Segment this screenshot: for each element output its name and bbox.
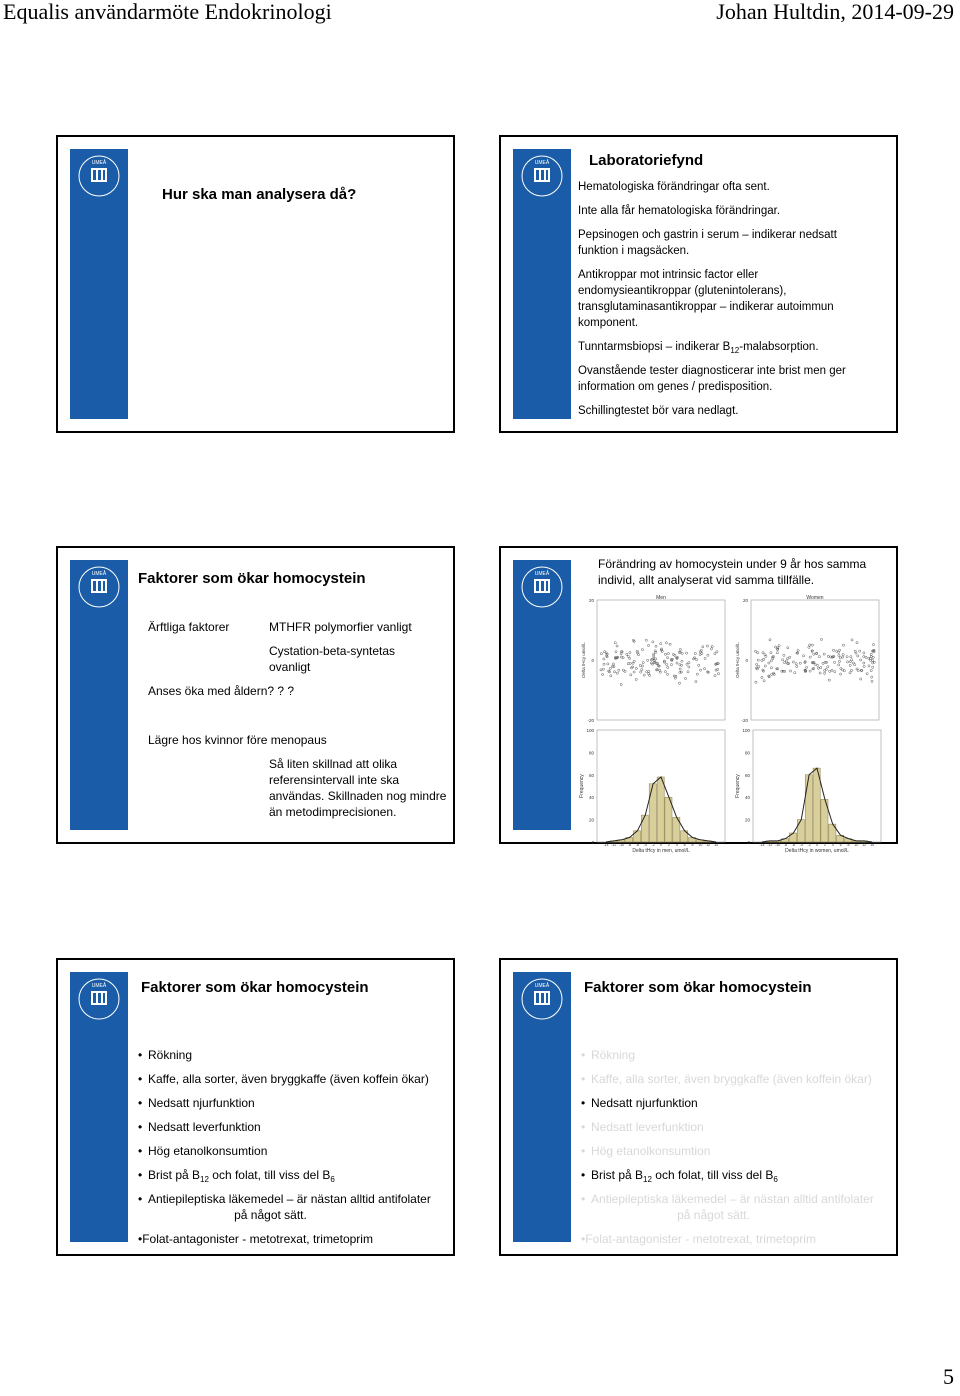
tick-label: 20 [742, 598, 748, 603]
factor-list [138, 1047, 433, 1255]
tick-label: 4 [831, 843, 834, 847]
list-item: •Folat-antagonister - metotrexat, trimetoprim [581, 1232, 816, 1246]
tick-label: 0 [747, 840, 750, 845]
slide-body [578, 179, 868, 419]
histogram-bar [805, 775, 812, 842]
note-text: Så liten skillnad att olika referensintervall inte ska användas. Skillnaden nog mindre än metodimprecisionen. [269, 757, 447, 819]
tick-label: -10 [619, 843, 625, 847]
university-band [513, 972, 571, 1242]
tick-label: 20 [744, 817, 750, 823]
tick-label: 0 [660, 843, 662, 847]
tick-label: 60 [744, 772, 750, 778]
histogram-ylabel: Frequency [579, 774, 585, 798]
tick-label: 0 [591, 658, 594, 663]
age-text: Anses öka med åldern? ? ? [148, 684, 295, 698]
tick-label: 2 [667, 843, 670, 847]
tick-label: 2 [823, 843, 826, 847]
svg-text:UMEÅ: UMEÅ [91, 160, 107, 166]
list-item: •Folat-antagonister - metotrexat, trimetoprim [138, 1232, 373, 1246]
tick-label: 14 [714, 843, 719, 847]
university-band [513, 149, 571, 419]
histogram-bar [813, 768, 820, 842]
list-item: • Kaffe, alla sorter, även bryggkaffe (även koffein ökar) [138, 1071, 433, 1087]
women-text: Lägre hos kvinnor före menopaus [148, 733, 327, 747]
list-item: • Brist på $B_{12}$ och folat, till viss del $B_6$ [138, 1167, 433, 1183]
university-seal-icon [76, 564, 122, 610]
tick-label: -2 [651, 843, 655, 847]
histogram-xlabel: Delta tHcy in men, umol/L [632, 848, 690, 854]
histogram-bar [634, 831, 641, 842]
histogram-bar [649, 784, 656, 842]
university-band [70, 560, 128, 830]
slide-title: Laboratoriefynd [589, 152, 704, 169]
tick-label: 100 [586, 728, 594, 733]
homocysteine-charts [571, 594, 886, 854]
scatter-title: Women [806, 595, 824, 601]
slide-title: Förändring av homocystein under 9 år hos samma individ, allt analyserat vid samma tillfälle. [598, 557, 867, 587]
tick-label: 8 [847, 843, 850, 847]
page-number: 5 [943, 1364, 954, 1389]
list-item: • Brist på $B_{12}$ och folat, till viss del $B_6$ [581, 1167, 876, 1183]
tick-label: 20 [588, 817, 594, 823]
histogram-ylabel: Frequency [735, 774, 741, 798]
slide-1 [56, 135, 455, 433]
tick-label: 60 [588, 772, 594, 778]
slide-title: Faktorer som ökar homocystein [141, 979, 369, 996]
list-item: • Rökning [581, 1047, 876, 1063]
finding-line: Schillingtestet bör vara nedlagt. [578, 405, 739, 417]
histogram-bar [641, 815, 648, 842]
svg-text:UMEÅ: UMEÅ [534, 571, 550, 577]
tick-label: 0 [591, 840, 594, 845]
university-seal-icon [76, 976, 122, 1022]
slide-5 [56, 958, 455, 1256]
tick-label: 10 [698, 843, 703, 847]
histogram-bar [790, 833, 797, 842]
tick-label: -20 [741, 718, 748, 723]
list-item: • Antiepileptiska läkemedel – är nästan alltid antifolater på något sätt. [581, 1191, 876, 1223]
slide-3 [56, 546, 455, 844]
university-seal-icon [519, 564, 565, 610]
finding-line: Inte alla får hematologiska förändringar. [578, 205, 781, 217]
document-header-right: Johan Hultdin, 2014-09-29 [716, 0, 954, 24]
tick-label: 80 [744, 750, 750, 756]
tick-label: -8 [627, 843, 632, 847]
tick-label: 20 [588, 598, 594, 603]
tick-label: 12 [862, 843, 867, 847]
scatter-ylabel: Delta tHcy umol/L [735, 642, 740, 678]
histogram-xlabel: Delta tHcy in women, umol/L [785, 848, 849, 854]
university-seal-icon [519, 153, 565, 199]
tick-label: 4 [675, 843, 678, 847]
university-band [70, 149, 128, 419]
list-item: • Nedsatt njurfunktion [581, 1095, 876, 1111]
tick-label: 12 [706, 843, 711, 847]
tick-label: 80 [588, 750, 594, 756]
finding-line: Antikroppar mot intrinsic factor eller endomysieantikroppar (glutenintolerans), transglutaminasantikroppar – indikerar autoimmun komponent. [578, 269, 834, 329]
university-band [70, 972, 128, 1242]
slide-title: Faktorer som ökar homocystein [138, 570, 366, 587]
tick-label: -14 [759, 843, 765, 847]
tick-label: 100 [742, 728, 750, 733]
tick-label: -4 [643, 843, 647, 847]
heredity-label: Ärftliga faktorer [148, 620, 230, 634]
tick-label: 0 [745, 658, 748, 663]
tick-label: 40 [588, 795, 594, 801]
slide-title: Faktorer som ökar homocystein [584, 979, 812, 996]
tick-label: 10 [854, 843, 859, 847]
tick-label: -14 [603, 843, 609, 847]
histogram-bar [665, 797, 672, 842]
list-item: • Hög etanolkonsumtion [138, 1143, 433, 1159]
tick-label: -20 [587, 718, 594, 723]
tick-label: -6 [635, 843, 640, 847]
document-header-left: Equalis användarmöte Endokrinologi [3, 0, 332, 24]
cbs-text: Cystation-beta-syntetas ovanligt [269, 644, 396, 674]
list-item: • Antiepileptiska läkemedel – är nästan alltid antifolater på något sätt. [138, 1191, 433, 1223]
university-seal-icon [76, 153, 122, 199]
svg-text:UMEÅ: UMEÅ [534, 983, 550, 989]
finding-line: Pepsinogen och gastrin i serum – indikerar nedsatt funktion i magsäcken. [578, 229, 837, 257]
scatter-ylabel: Delta tHcy umol/L [581, 642, 586, 678]
slide-6 [499, 958, 898, 1256]
histogram-bar [657, 777, 664, 842]
university-band [513, 560, 571, 830]
slide-2 [499, 135, 898, 433]
tick-label: 6 [839, 843, 842, 847]
tick-label: -8 [783, 843, 788, 847]
tick-label: -2 [807, 843, 811, 847]
svg-text:UMEÅ: UMEÅ [91, 571, 107, 577]
slide-title: Hur ska man analysera då? [162, 186, 357, 203]
list-item: • Kaffe, alla sorter, även bryggkaffe (även koffein ökar) [581, 1071, 876, 1087]
tick-label: 14 [870, 843, 875, 847]
tick-label: 40 [744, 795, 750, 801]
tick-label: -12 [611, 843, 617, 847]
finding-line: Tunntarmsbiopsi – indikerar $B_{12}$-malabsorption. [578, 341, 819, 355]
scatter-title: Men [656, 595, 666, 601]
histogram-bar [797, 820, 804, 842]
mthfr-text: MTHFR polymorfier vanligt [269, 620, 412, 634]
finding-line: Ovanstående tester diagnosticerar inte brist men ger information om genes / predisposition. [578, 365, 846, 393]
finding-line: Hematologiska förändringar ofta sent. [578, 181, 770, 193]
factor-list [581, 1047, 876, 1255]
tick-label: -6 [791, 843, 796, 847]
tick-label: -10 [775, 843, 781, 847]
university-seal-icon [519, 976, 565, 1022]
scatter-frame [597, 600, 725, 720]
svg-text:UMEÅ: UMEÅ [534, 160, 550, 166]
list-item: • Nedsatt leverfunktion [581, 1119, 876, 1135]
list-item: • Rökning [138, 1047, 433, 1063]
svg-text:UMEÅ: UMEÅ [91, 983, 107, 989]
tick-label: 8 [691, 843, 694, 847]
list-item: • Nedsatt njurfunktion [138, 1095, 433, 1111]
tick-label: 6 [683, 843, 686, 847]
list-item: • Hög etanolkonsumtion [581, 1143, 876, 1159]
tick-label: -4 [799, 843, 803, 847]
list-item: • Nedsatt leverfunktion [138, 1119, 433, 1135]
slide-4 [499, 546, 898, 854]
tick-label: 0 [816, 843, 818, 847]
tick-label: -12 [767, 843, 773, 847]
